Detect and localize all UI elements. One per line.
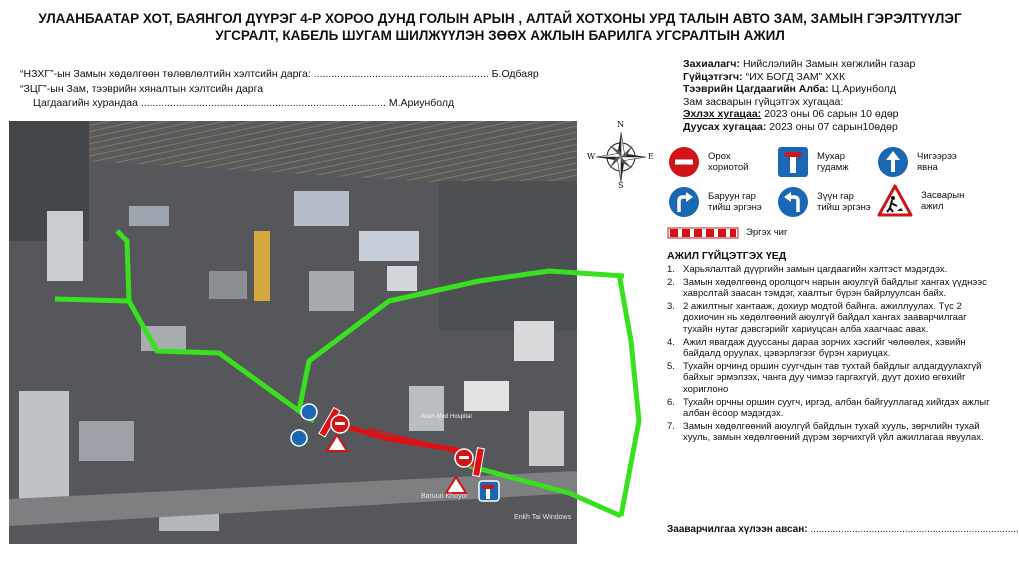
legend-label: Орох хориотой — [708, 151, 749, 173]
compass-west: W — [587, 152, 596, 161]
road-label: Baruun Khoyor — [421, 493, 468, 500]
map-area — [439, 181, 577, 331]
legend-label: Эргэх чиг — [746, 227, 788, 238]
left-turn-sign-icon — [777, 186, 809, 218]
duration-label: Зам засварын гүйцэтгэх хугацаа: — [683, 95, 844, 108]
list-item: 1. Харьялалтай дүүргийн замын цагдаагийн хэлтэст мэдэгдэх. — [667, 264, 948, 275]
legend-right-turn — [668, 186, 762, 218]
rule-text: Тухайн орчинд оршин суугчдын тав тухтай байдлыг алдагдуулахгүй байхыг эрмэлзэх, чанга дуу чимээ гаргахгүй, дуут дохио өгөхийг хориглоно — [683, 360, 982, 395]
signature-line-3: Цагдаагийн хурандаа .................................................................................... М.Ариунболд — [33, 97, 455, 109]
barrier-line-icon — [668, 228, 738, 238]
client-value: Нийслэлийн Замын хөгжлийн газар — [740, 58, 916, 70]
signature-line-2: “ЗЦГ”-ын Зам, тээврийн хяналтын хэлтсийн дарга — [20, 83, 264, 95]
acknowledgement-dots: ........................................................................... — [807, 524, 1019, 535]
building — [129, 206, 169, 226]
rule-text: 2 ажилтныг хантааж, дохиур модтой байнга. ажиллуулах. Түс 2 дохиочин нь хөдөлгөөний аюулгүй байдал хангах зааварчилгааг тухайн нутаг дэвсгэрийг хариуцсан алба хаагчаас авах. — [683, 300, 967, 335]
compass-rose — [586, 122, 656, 192]
dead-end-sign-icon — [777, 146, 809, 178]
page-title — [0, 10, 1000, 44]
start-row — [683, 108, 915, 121]
no-entry-sign-icon — [668, 146, 700, 178]
map-watermark: Google Earth — [596, 531, 626, 551]
start-value: 2023 оны 06 сарын 10 өдөр — [761, 108, 899, 121]
legend-label: Засварын ажил — [921, 190, 965, 212]
list-item: 6. Тухайн орчны оршин суугч, иргэд, албан байгууллагад хийгдэх ажлыг албан ёсоор мэдэгдэх. — [667, 397, 992, 420]
road-works-sign-icon — [877, 184, 913, 218]
hospital-label: Altan-Med Hospital — [421, 414, 472, 420]
rule-text: Тухайн орчны оршин суугч, иргэд, албан байгууллагад хийгдэх ажлыг албан ёсоор мэдэгдэх. — [683, 396, 990, 420]
road-label-2: Enkh Tai Windows — [514, 514, 572, 521]
legend-straight — [877, 146, 957, 178]
legend-label: Зүүн гар тийш эргэнэ — [817, 191, 871, 213]
satellite-map[interactable] — [9, 121, 626, 551]
acknowledgement-label: Зааварчилгаа хүлээн авсан: — [667, 524, 808, 535]
rule-text: Замын хөдөлгөөний аюулгүй байдлын тухай хууль, зөрчлийн тухай хууль, замын хөдөлгөөний дүрэм зөрчихгүй үйл ажиллагаа явуулах. — [683, 420, 984, 444]
map-sign-turn — [291, 430, 307, 446]
signature-line-1: “НЗХГ”-ын Замын хөдөлгөөн төлөвлөлтийн хэлтсийн дарга: ............................................................ Б.Одбаяр — [20, 68, 539, 80]
list-item: 3. 2 ажилтныг хантааж, дохиур модтой байнга. ажиллуулах. Түс 2 дохиочин нь хөдөлгөөний аюулгүй байдал хангах зааварчилгааг тухайн нутаг дэвсгэрийг хариуцсан алба хаагчаас авах. — [667, 301, 992, 336]
rules-title: АЖИЛ ГҮЙЦЭТГЭХ ҮЕД — [667, 250, 787, 262]
compass-east: E — [648, 152, 654, 161]
list-item: 2. Замын хөдөлгөөнд оролцогч нарын аюулгүй байдлыг хангах үүднээс хаврслтай заасан тэмдэг, хаалтыг бүрэн байрлуулсан байх. — [667, 277, 992, 300]
building — [254, 231, 270, 301]
police-label: Тээврийн Цагдаагийн Алба: — [683, 83, 829, 96]
rules-list — [667, 264, 992, 445]
building — [529, 411, 564, 466]
client-row — [683, 58, 915, 71]
building — [409, 386, 444, 431]
title-line-1: УЛААНБААТАР ХОТ, БАЯНГОЛ ДҮҮРЭГ 4-Р ХОРОО ДУНД ГОЛЫН АРЫН , АЛТАЙ ХОТХОНЫ УРД ТАЛЫН АВТО ЗАМ, ЗАМЫН ГЭРЭЛТҮҮЛЭГ — [38, 11, 962, 26]
building — [79, 421, 134, 461]
end-value: 2023 оны 07 сарын10өдөр — [766, 120, 898, 133]
building — [209, 271, 247, 299]
end-row — [683, 121, 915, 134]
building — [294, 191, 349, 226]
legend-no-entry — [668, 146, 748, 178]
map-sign-dead-end-mark — [482, 485, 494, 489]
legend-label: Баруун гар тийш эргэнэ — [708, 191, 762, 213]
building — [464, 381, 509, 411]
list-item: 4. Ажил явагдаж дууссаны дараа зорчих хэсгийг чөлөөлөх, хэвийн байдалд оруулах, цэвэрлэгээг бүрэн хариуцах. — [667, 337, 992, 360]
building — [514, 321, 554, 361]
building — [47, 211, 83, 281]
client-label: Захиалагч: — [683, 58, 741, 70]
map-sign-turn — [301, 404, 317, 420]
legend-label: Чигээрээ явна — [917, 151, 957, 173]
straight-arrow-sign-icon — [877, 146, 909, 178]
building — [309, 271, 354, 311]
legend-dead-end — [777, 146, 849, 178]
map-sign-no-entry-bar — [459, 456, 469, 459]
detour-route-east — [619, 274, 639, 516]
map-canvas — [9, 121, 577, 544]
acknowledgement — [667, 524, 1019, 535]
legend-barrier — [668, 227, 787, 238]
legend-left-turn — [777, 186, 871, 218]
contractor-value: “ИХ БОГД ЗАМ” ХХК — [742, 70, 846, 83]
building — [19, 391, 69, 501]
end-label: Дуусах хугацаа: — [683, 120, 767, 133]
legend-label: Мухар гудамж — [817, 151, 849, 173]
start-label: Эхлэх хугацаа: — [683, 108, 762, 121]
building — [359, 231, 419, 261]
rule-text: Харьялалтай дүүргийн замын цагдаагийн хэлтэст мэдэгдэх. — [683, 264, 948, 275]
building — [387, 266, 417, 291]
police-value: Ц.Ариунболд — [828, 83, 896, 96]
title-line-2: УГСРАЛТ, КАБЕЛЬ ШУГАМ ШИЛЖҮҮЛЭН ЗӨӨХ АЖЛЫН БАРИЛГА УГСРАЛТЫН АЖИЛ — [215, 28, 785, 43]
map-sign-no-entry-bar — [335, 422, 345, 425]
project-info — [683, 58, 915, 134]
contractor-label: Гүйцэтгэгч: — [683, 70, 743, 83]
police-row — [683, 83, 915, 96]
rule-text: Ажил явагдаж дууссаны дараа зорчих хэсгийг чөлөөлөх, хэвийн байдалд оруулах, цэвэрлэгээг бүрэн хариуцах. — [683, 336, 966, 360]
compass-north: N — [617, 120, 624, 129]
list-item: 5. Тухайн орчинд оршин суугчдын тав тухтай байдлыг алдагдуулахгүй байхыг эрмэлзэх, чанга дуу чимээ гаргахгүй, дуут дохио өгөхийг хориглоно — [667, 361, 992, 396]
legend-road-works — [877, 184, 964, 218]
contractor-row — [683, 71, 915, 84]
right-turn-sign-icon — [668, 186, 700, 218]
list-item: 7. Замын хөдөлгөөний аюулгүй байдлын тухай хууль, зөрчлийн тухай хууль, замын хөдөлгөөний дүрэм зөрчихгүй үйл ажиллагаа явуулах. — [667, 421, 992, 444]
rule-text: Замын хөдөлгөөнд оролцогч нарын аюулгүй байдлыг хангах үүднээс хаврслтай заасан тэмдэг, хаалтыг бүрэн байрлуулсан байх. — [683, 276, 987, 300]
compass-south: S — [618, 181, 624, 190]
